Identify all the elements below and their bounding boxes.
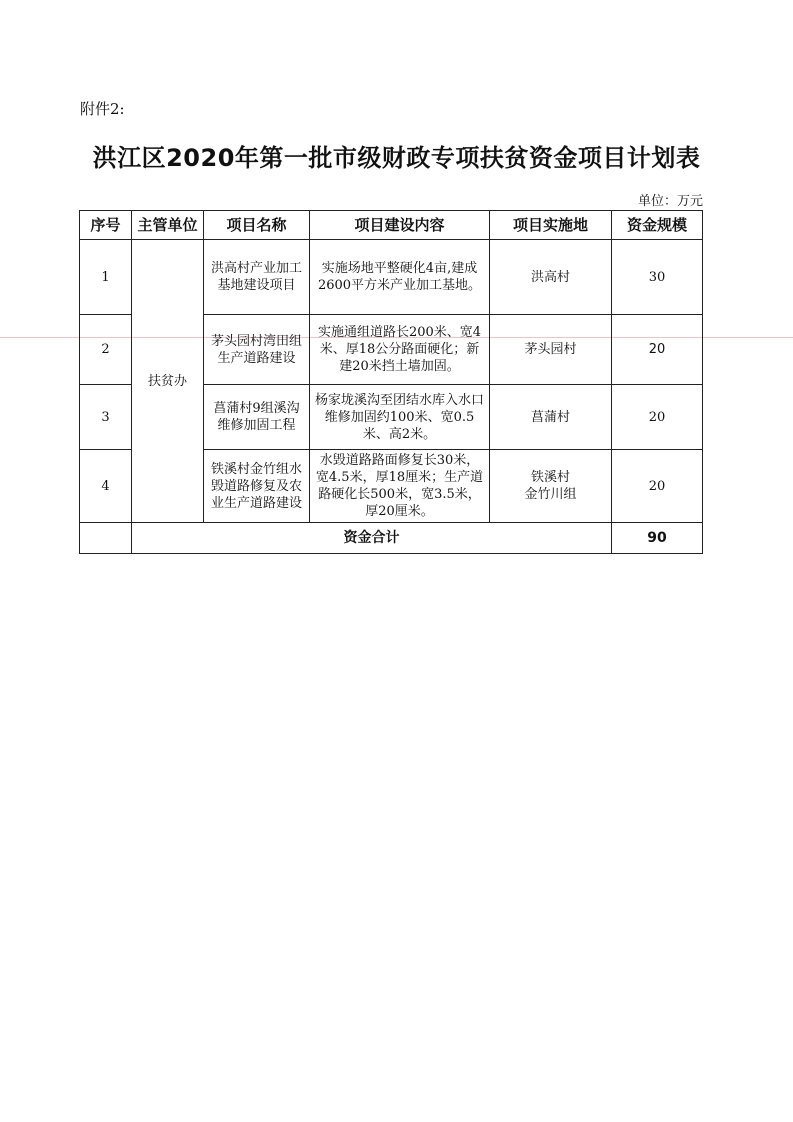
header-cell-location: 项目实施地	[490, 211, 612, 240]
plan-table	[79, 210, 703, 554]
row-no: 1	[80, 240, 132, 315]
project-amount: 30	[612, 240, 703, 315]
total-row	[80, 523, 703, 554]
annex-label: 附件2:	[80, 100, 125, 118]
project-name: 铁溪村金竹组水毁道路修复及农业生产道路建设	[204, 450, 310, 523]
project-location: 洪高村	[490, 240, 612, 315]
row-no: 2	[80, 315, 132, 385]
header-cell-department: 主管单位	[132, 211, 204, 240]
document-title: 洪江区2020年第一批市级财政专项扶贫资金项目计划表	[92, 144, 701, 172]
header-cell-amount: 资金规模	[612, 211, 703, 240]
project-content: 水毁道路路面修复长30米，宽4.5米，厚18厘米；生产道路硬化长500米，宽3.5米，厚20厘米。	[310, 450, 490, 523]
project-content: 杨家垅溪沟至团结水库入水口维修加固约100米、宽0.5米、高2米。	[310, 385, 490, 450]
project-location: 茅头园村	[490, 315, 612, 385]
header-cell-project-name: 项目名称	[204, 211, 310, 240]
project-location: 铁溪村 金竹川组	[490, 450, 612, 523]
department-cell: 扶贫办	[132, 240, 204, 523]
table-row	[80, 240, 703, 315]
header-cell-content: 项目建设内容	[310, 211, 490, 240]
total-value: 90	[612, 523, 703, 554]
total-empty-cell	[80, 523, 132, 554]
unit-label: 单位：万元	[637, 194, 703, 209]
project-content: 实施通组道路长200米、宽4米、厚18公分路面硬化；新建20米挡土墙加固。	[310, 315, 490, 385]
total-label: 资金合计	[132, 523, 612, 554]
project-content: 实施场地平整硬化4亩,建成2600平方米产业加工基地。	[310, 240, 490, 315]
header-row	[80, 211, 703, 240]
project-amount: 20	[612, 385, 703, 450]
project-amount: 20	[612, 315, 703, 385]
project-location: 菖蒲村	[490, 385, 612, 450]
row-no: 3	[80, 385, 132, 450]
header-cell-no: 序号	[80, 211, 132, 240]
project-name: 茅头园村湾田组生产道路建设	[204, 315, 310, 385]
row-no: 4	[80, 450, 132, 523]
project-name: 菖蒲村9组溪沟维修加固工程	[204, 385, 310, 450]
project-name: 洪高村产业加工基地建设项目	[204, 240, 310, 315]
project-amount: 20	[612, 450, 703, 523]
